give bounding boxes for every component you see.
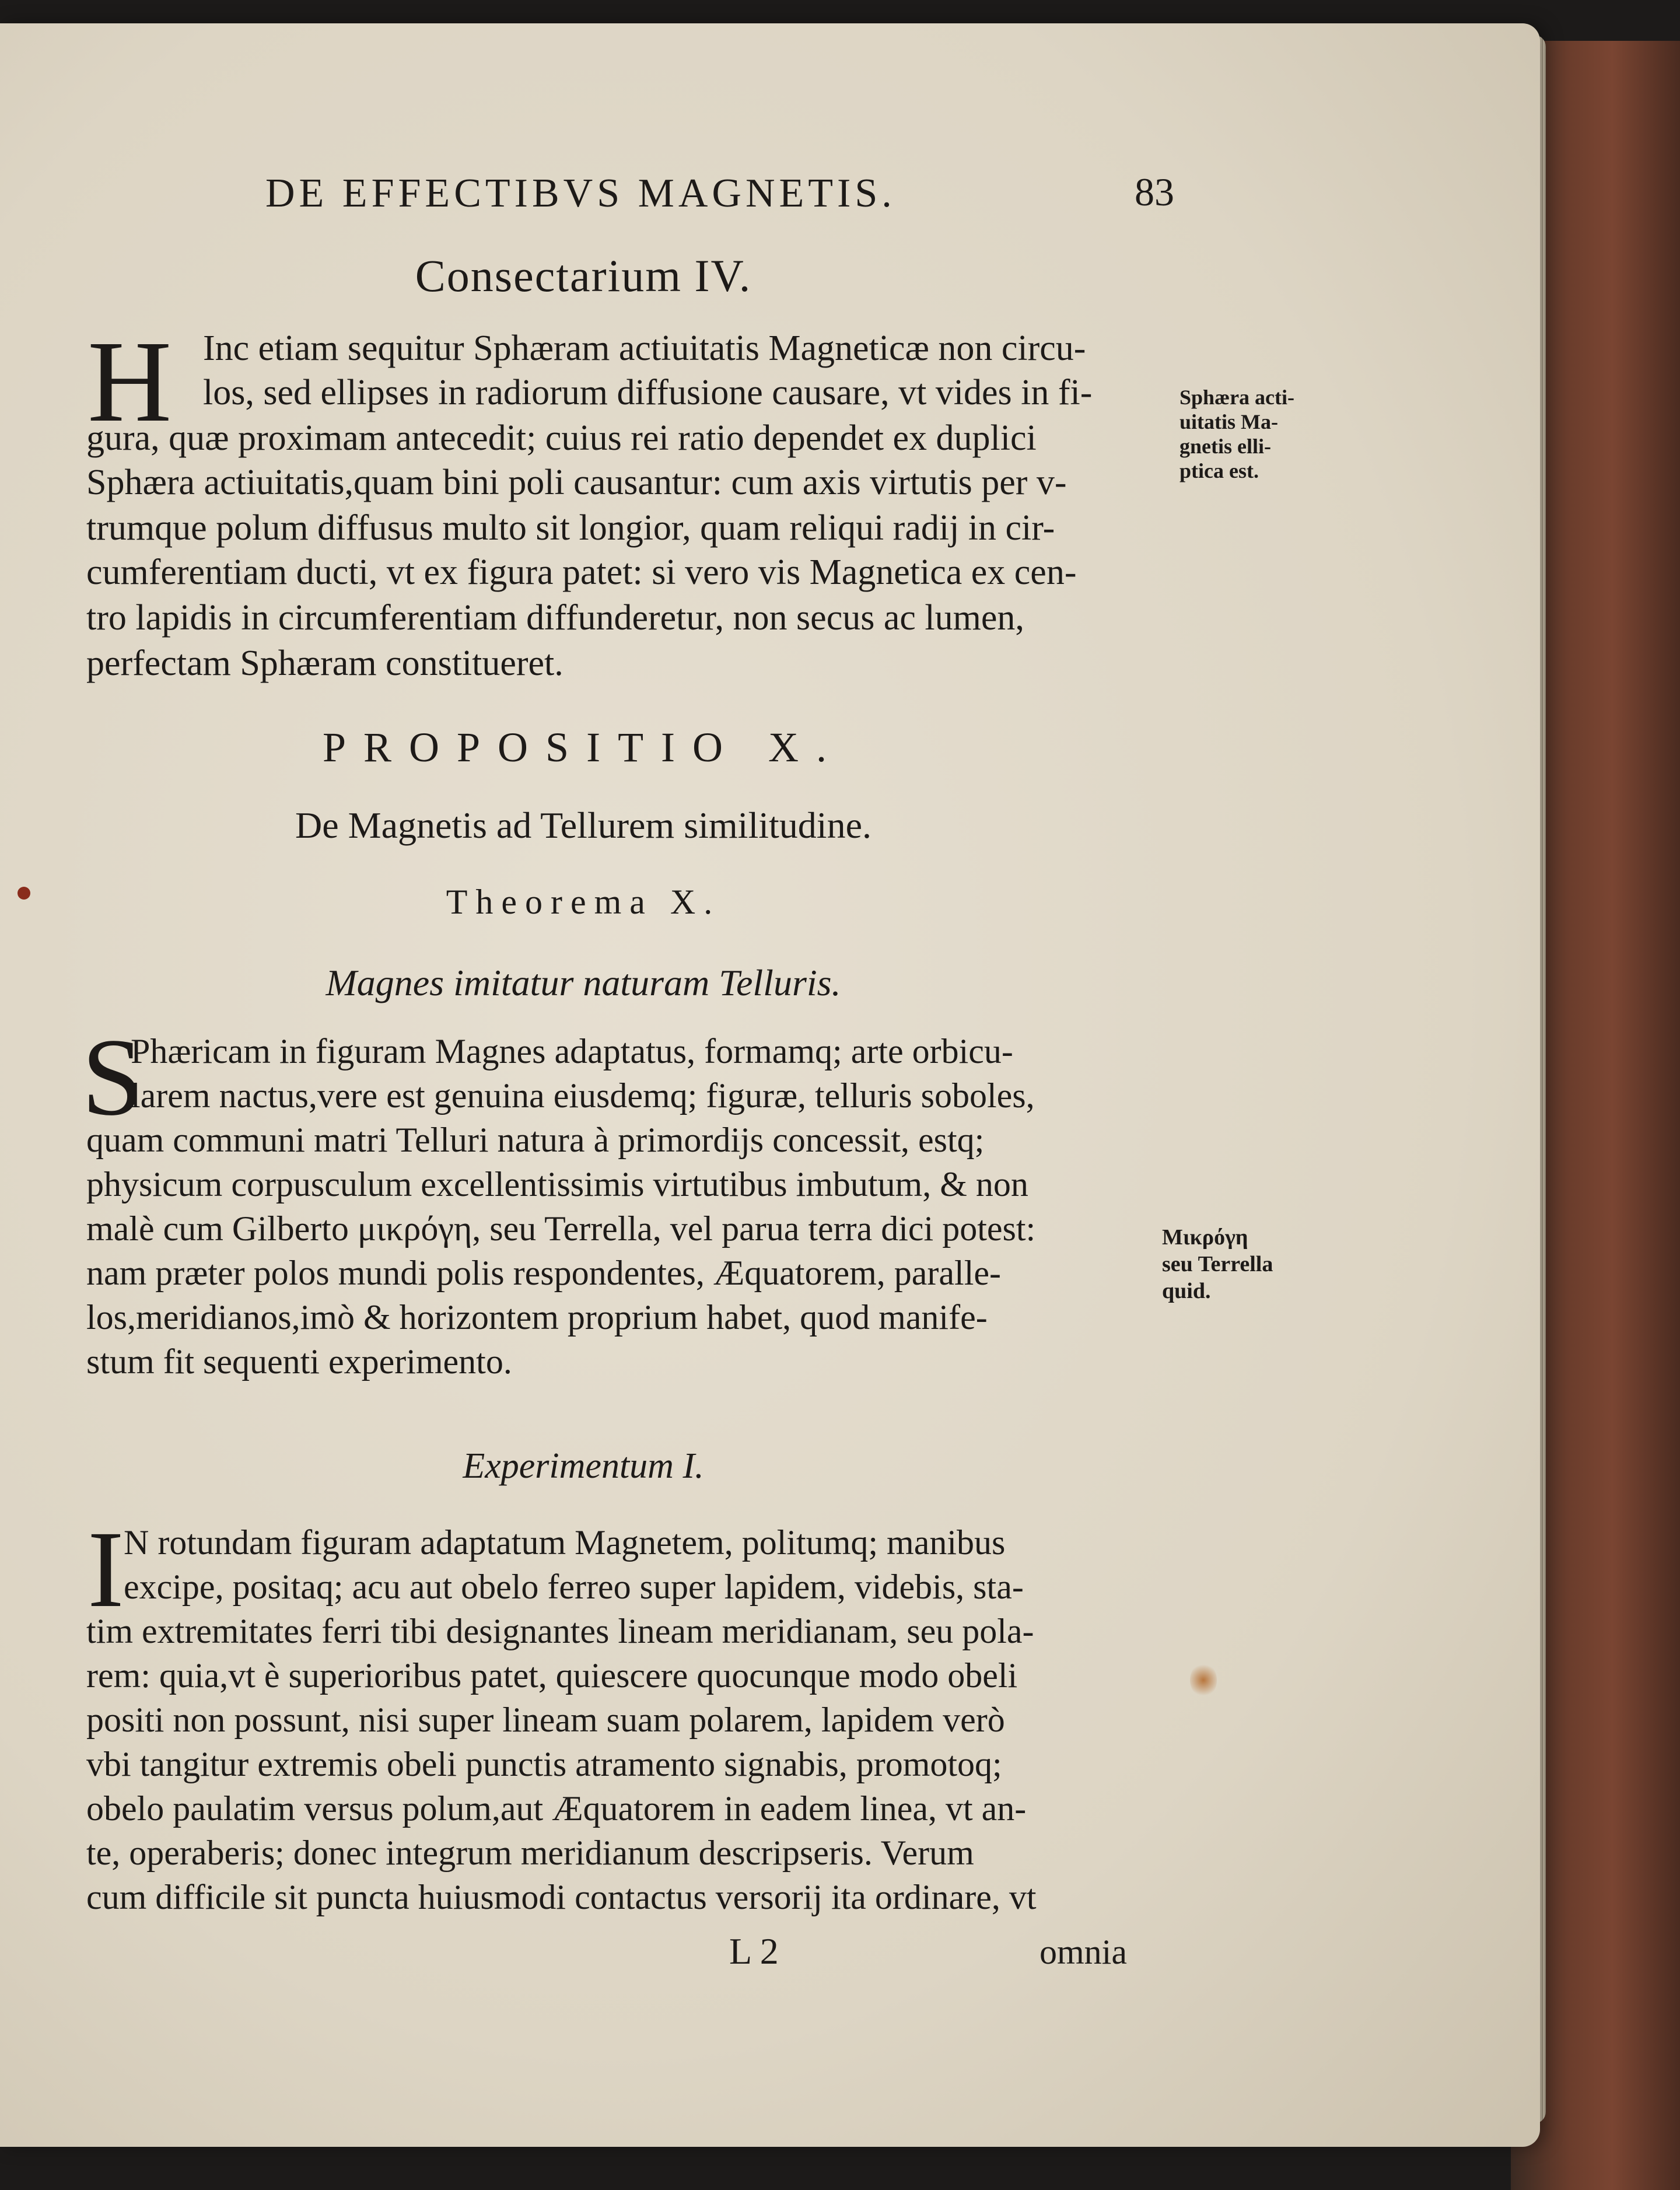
text-line: trumque polum diffusus multo sit longior, quam reliqui radij in cir- xyxy=(86,508,1055,548)
text-line: obelo paulatim versus polum,aut Æquatorem in eadem linea, vt an- xyxy=(86,1789,1027,1828)
text-line: positi non possunt, nisi super lineam suam polarem, lapidem verò xyxy=(86,1701,1005,1739)
margin-note-line: uitatis Ma- xyxy=(1180,410,1278,433)
theorema-title: Theorema X. xyxy=(446,883,721,921)
text-line: stum fit sequenti experimento. xyxy=(86,1342,512,1381)
consectarium-title: Consectarium IV. xyxy=(415,250,752,301)
text-line: perfectam Sphæram constitueret. xyxy=(86,643,564,683)
margin-note-sphaera xyxy=(1180,385,1294,483)
text-line: Sphæra actiuitatis,quam bini poli causantur: cum axis virtutis per v- xyxy=(86,463,1067,502)
text-line: rem: quia,vt è superioribus patet, quiescere quocunque modo obeli xyxy=(86,1656,1018,1695)
text-line: tim extremitates ferri tibi designantes lineam meridianam, seu pola- xyxy=(86,1612,1034,1650)
text-line: N rotundam figuram adaptatum Magnetem, politumq; manibus xyxy=(124,1523,1006,1562)
text-line: vbi tangitur extremis obeli punctis atramento signabis, promotoq; xyxy=(86,1745,1002,1783)
propositio-title: PROPOSITIO X. xyxy=(322,724,845,771)
text-line: cumferentiam ducti, vt ex figura patet: si vero vis Magnetica ex cen- xyxy=(86,552,1077,592)
text-line: te, operaberis; donec integrum meridianum descripseris. Verum xyxy=(86,1834,974,1872)
text-line: physicum corpusculum excellentissimis virtutibus imbutum, & non xyxy=(86,1165,1028,1204)
paper-stain xyxy=(1190,1663,1217,1698)
margin-note-line: Μικρόγη xyxy=(1162,1225,1248,1250)
drop-cap-s: S xyxy=(82,1016,144,1139)
margin-note-line: ptica est. xyxy=(1180,459,1259,482)
margin-note-line: Sphæra acti- xyxy=(1180,386,1294,409)
drop-cap-h: H xyxy=(88,317,172,446)
text-line: excipe, positaq; acu aut obelo ferreo super lapidem, videbis, sta- xyxy=(124,1568,1024,1606)
experimentum-title: Experimentum I. xyxy=(463,1446,704,1486)
text-line: Phæricam in figuram Magnes adaptatus, formamq; arte orbicu- xyxy=(131,1032,1013,1070)
text-line: los, sed ellipses in radiorum diffusione causare, vt vides in fi- xyxy=(203,373,1093,412)
page-number: 83 xyxy=(1135,170,1174,214)
signature-mark: L 2 xyxy=(729,1930,779,1972)
text-line: larem nactus,vere est genuina eiusdemq; figuræ, telluris soboles, xyxy=(131,1076,1035,1115)
drop-cap-i: I xyxy=(88,1508,124,1630)
margin-note-line: gnetis elli- xyxy=(1180,435,1271,458)
text-line: tro lapidis in circumferentiam diffunderetur, non secus ac lumen, xyxy=(86,598,1024,638)
catchword: omnia xyxy=(1040,1933,1127,1971)
text-line: malè cum Gilberto μικρόγη, seu Terrella, vel parua terra dici potest: xyxy=(86,1209,1036,1248)
theorema-statement: Magnes imitatur naturam Telluris. xyxy=(326,962,841,1003)
text-line: Inc etiam sequitur Sphæram actiuitatis Magneticæ non circu- xyxy=(203,328,1086,368)
running-head: DE EFFECTIBVS MAGNETIS. xyxy=(265,171,896,216)
propositio-subtitle: De Magnetis ad Tellurem similitudine. xyxy=(295,804,872,846)
book-page xyxy=(0,23,1540,2147)
text-line: los,meridianos,imò & horizontem proprium habet, quod manife- xyxy=(86,1298,988,1337)
text-line: gura, quæ proximam antecedit; cuius rei ratio dependet ex duplici xyxy=(86,418,1037,458)
text-line: cum difficile sit puncta huiusmodi contactus versorij ita ordinare, vt xyxy=(86,1878,1037,1916)
margin-note-line: quid. xyxy=(1162,1279,1211,1303)
margin-note-terrella xyxy=(1162,1224,1273,1304)
margin-note-line: seu Terrella xyxy=(1162,1252,1273,1276)
text-line: nam præter polos mundi polis respondentes, Æquatorem, paralle- xyxy=(86,1254,1001,1292)
text-line: quam communi matri Telluri natura à primordijs concessit, estq; xyxy=(86,1121,985,1159)
